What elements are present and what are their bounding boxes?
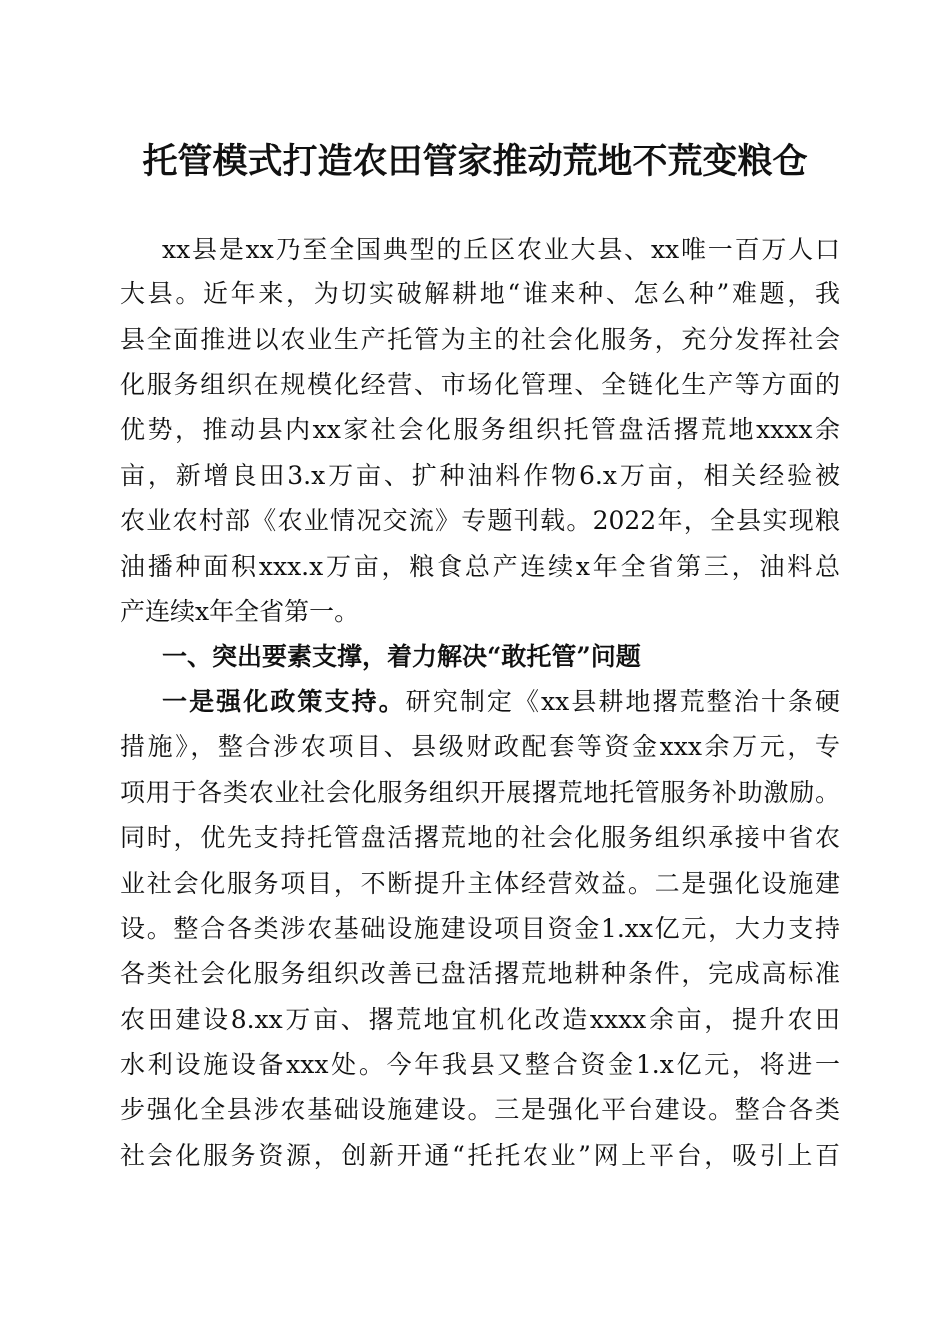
paragraph-line: 步强化全县涉农基础设施建设。三是强化平台建设。整合各类 (120, 1095, 840, 1124)
paragraph-line: 同时，优先支持托管盘活撂荒地的社会化服务组织承接中省农 (120, 823, 840, 852)
paragraph-line: 项用于各类农业社会化服务组织开展撂荒地托管服务补助激励。 (120, 778, 840, 807)
document-title: 托管模式打造农田管家推动荒地不荒变粮仓 (142, 141, 808, 182)
paragraph-line (162, 680, 840, 724)
paragraph-line: 油播种面积xxx.x万亩，粮食总产连续x年全省第三，油料总 (120, 552, 840, 581)
paragraph-line: 县全面推进以农业生产托管为主的社会化服务，充分发挥社会 (120, 325, 840, 354)
paragraph-line: 优势，推动县内xx家社会化服务组织托管盘活撂荒地xxxx余 (120, 415, 840, 444)
paragraph-line: 农业农村部《农业情况交流》专题刊载。2022年，全县实现粮 (120, 506, 840, 535)
paragraph-line: 农田建设8.xx万亩、撂荒地宜机化改造xxxx余亩，提升农田 (120, 1005, 840, 1034)
section-heading: 一、突出要素支撑，着力解决“敢托管”问题 (162, 642, 641, 671)
paragraph-line: 设。整合各类涉农基础设施建设项目资金1.xx亿元，大力支持 (120, 914, 840, 943)
paragraph-line: xx县是xx乃至全国典型的丘区农业大县、xx唯一百万人口 (162, 235, 840, 264)
paragraph-line: 业社会化服务项目，不断提升主体经营效益。二是强化设施建 (120, 869, 840, 898)
paragraph-line: 措施》，整合涉农项目、县级财政配套等资金xxx余万元，专 (120, 732, 840, 761)
paragraph-lead: 一是强化政策支持。 (162, 687, 406, 716)
paragraph-line: 水利设施设备xxx处。今年我县又整合资金1.x亿元，将进一 (120, 1050, 840, 1079)
paragraph-line: 化服务组织在规模化经营、市场化管理、全链化生产等方面的 (120, 370, 840, 399)
paragraph-line: 产连续x年全省第一。 (120, 597, 360, 626)
paragraph-line: 大县。近年来，为切实破解耕地“谁来种、怎么种”难题，我 (120, 279, 840, 308)
paragraph-text: 研究制定《xx县耕地撂荒整治十条硬 (405, 687, 840, 716)
paragraph-line: 社会化服务资源，创新开通“托托农业”网上平台，吸引上百 (120, 1141, 840, 1170)
paragraph-line: 各类社会化服务组织改善已盘活撂荒地耕种条件，完成高标准 (120, 959, 840, 988)
paragraph-line: 亩，新增良田3.x万亩、扩种油料作物6.x万亩，相关经验被 (120, 461, 840, 490)
